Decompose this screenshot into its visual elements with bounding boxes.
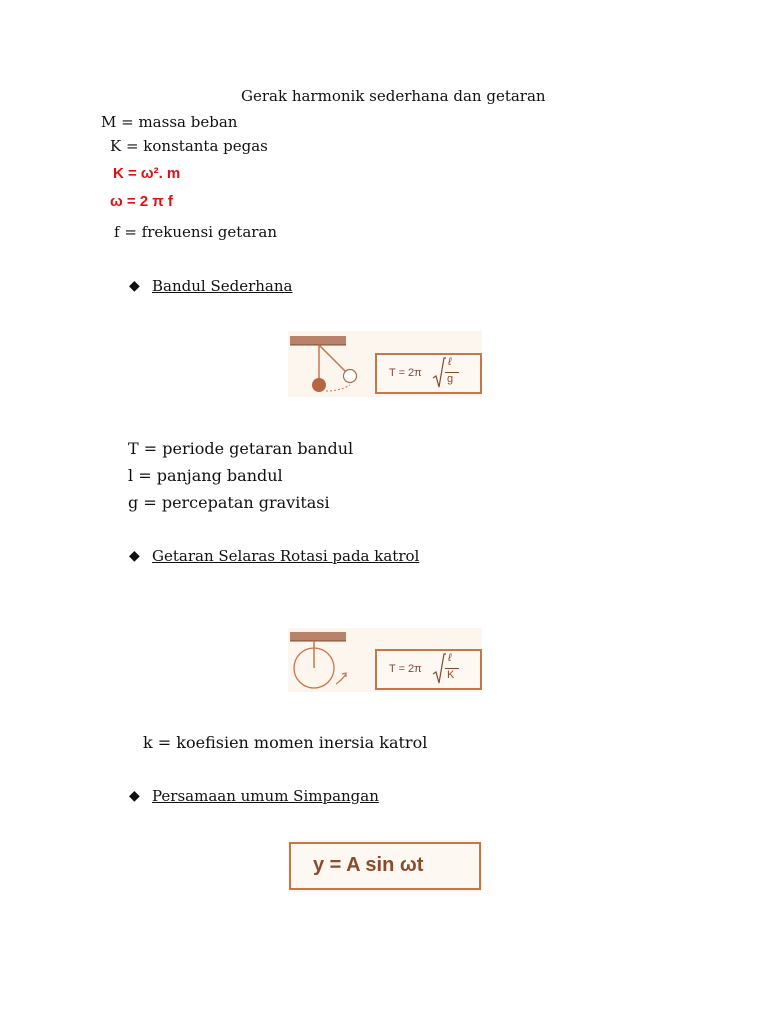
square-root-icon: [432, 356, 446, 390]
displacement-formula-box: [289, 842, 481, 890]
pendulum-figure: [288, 331, 482, 397]
diamond-bullet-icon: ◆: [129, 548, 140, 564]
diamond-bullet-icon: ◆: [129, 278, 140, 294]
section-heading-simple-pendulum: Bandul Sederhana: [152, 277, 293, 295]
definition-frequency: f = frekuensi getaran: [114, 223, 278, 241]
page-title: Gerak harmonik sederhana dan getaran: [241, 87, 546, 105]
formula-lhs: T = 2π: [389, 663, 422, 675]
note-inertia-coefficient: k = koefisien momen inersia katrol: [143, 733, 428, 752]
diamond-bullet-icon: ◆: [129, 788, 140, 804]
formula-angular-frequency: ω = 2 π f: [110, 193, 173, 210]
pulley-figure: [288, 628, 482, 692]
displacement-formula: y = A sin ωt: [313, 854, 424, 876]
formula-numerator: ℓ: [448, 356, 452, 368]
note-period: T = periode getaran bandul: [128, 439, 354, 458]
displacement-figure: [288, 840, 482, 892]
definition-mass: M = massa beban: [101, 113, 238, 131]
formula-lhs: T = 2π: [389, 367, 422, 379]
formula-denominator: K: [447, 669, 455, 681]
section-heading-pulley-rotation: Getaran Selaras Rotasi pada katrol: [152, 547, 420, 565]
pendulum-period-formula: [375, 353, 482, 394]
definition-spring-constant: K = konstanta pegas: [110, 137, 268, 155]
section-heading-displacement-equation: Persamaan umum Simpangan: [152, 787, 379, 805]
formula-denominator: g: [447, 373, 454, 385]
pendulum-diagram: [288, 331, 372, 397]
formula-numerator: ℓ: [448, 652, 452, 664]
square-root-icon: [432, 652, 446, 686]
note-gravity: g = percepatan gravitasi: [128, 493, 330, 512]
pulley-diagram: [288, 628, 372, 692]
pulley-period-formula: [375, 649, 482, 690]
formula-spring-constant: K = ω². m: [113, 165, 181, 182]
note-length: l = panjang bandul: [128, 466, 283, 485]
